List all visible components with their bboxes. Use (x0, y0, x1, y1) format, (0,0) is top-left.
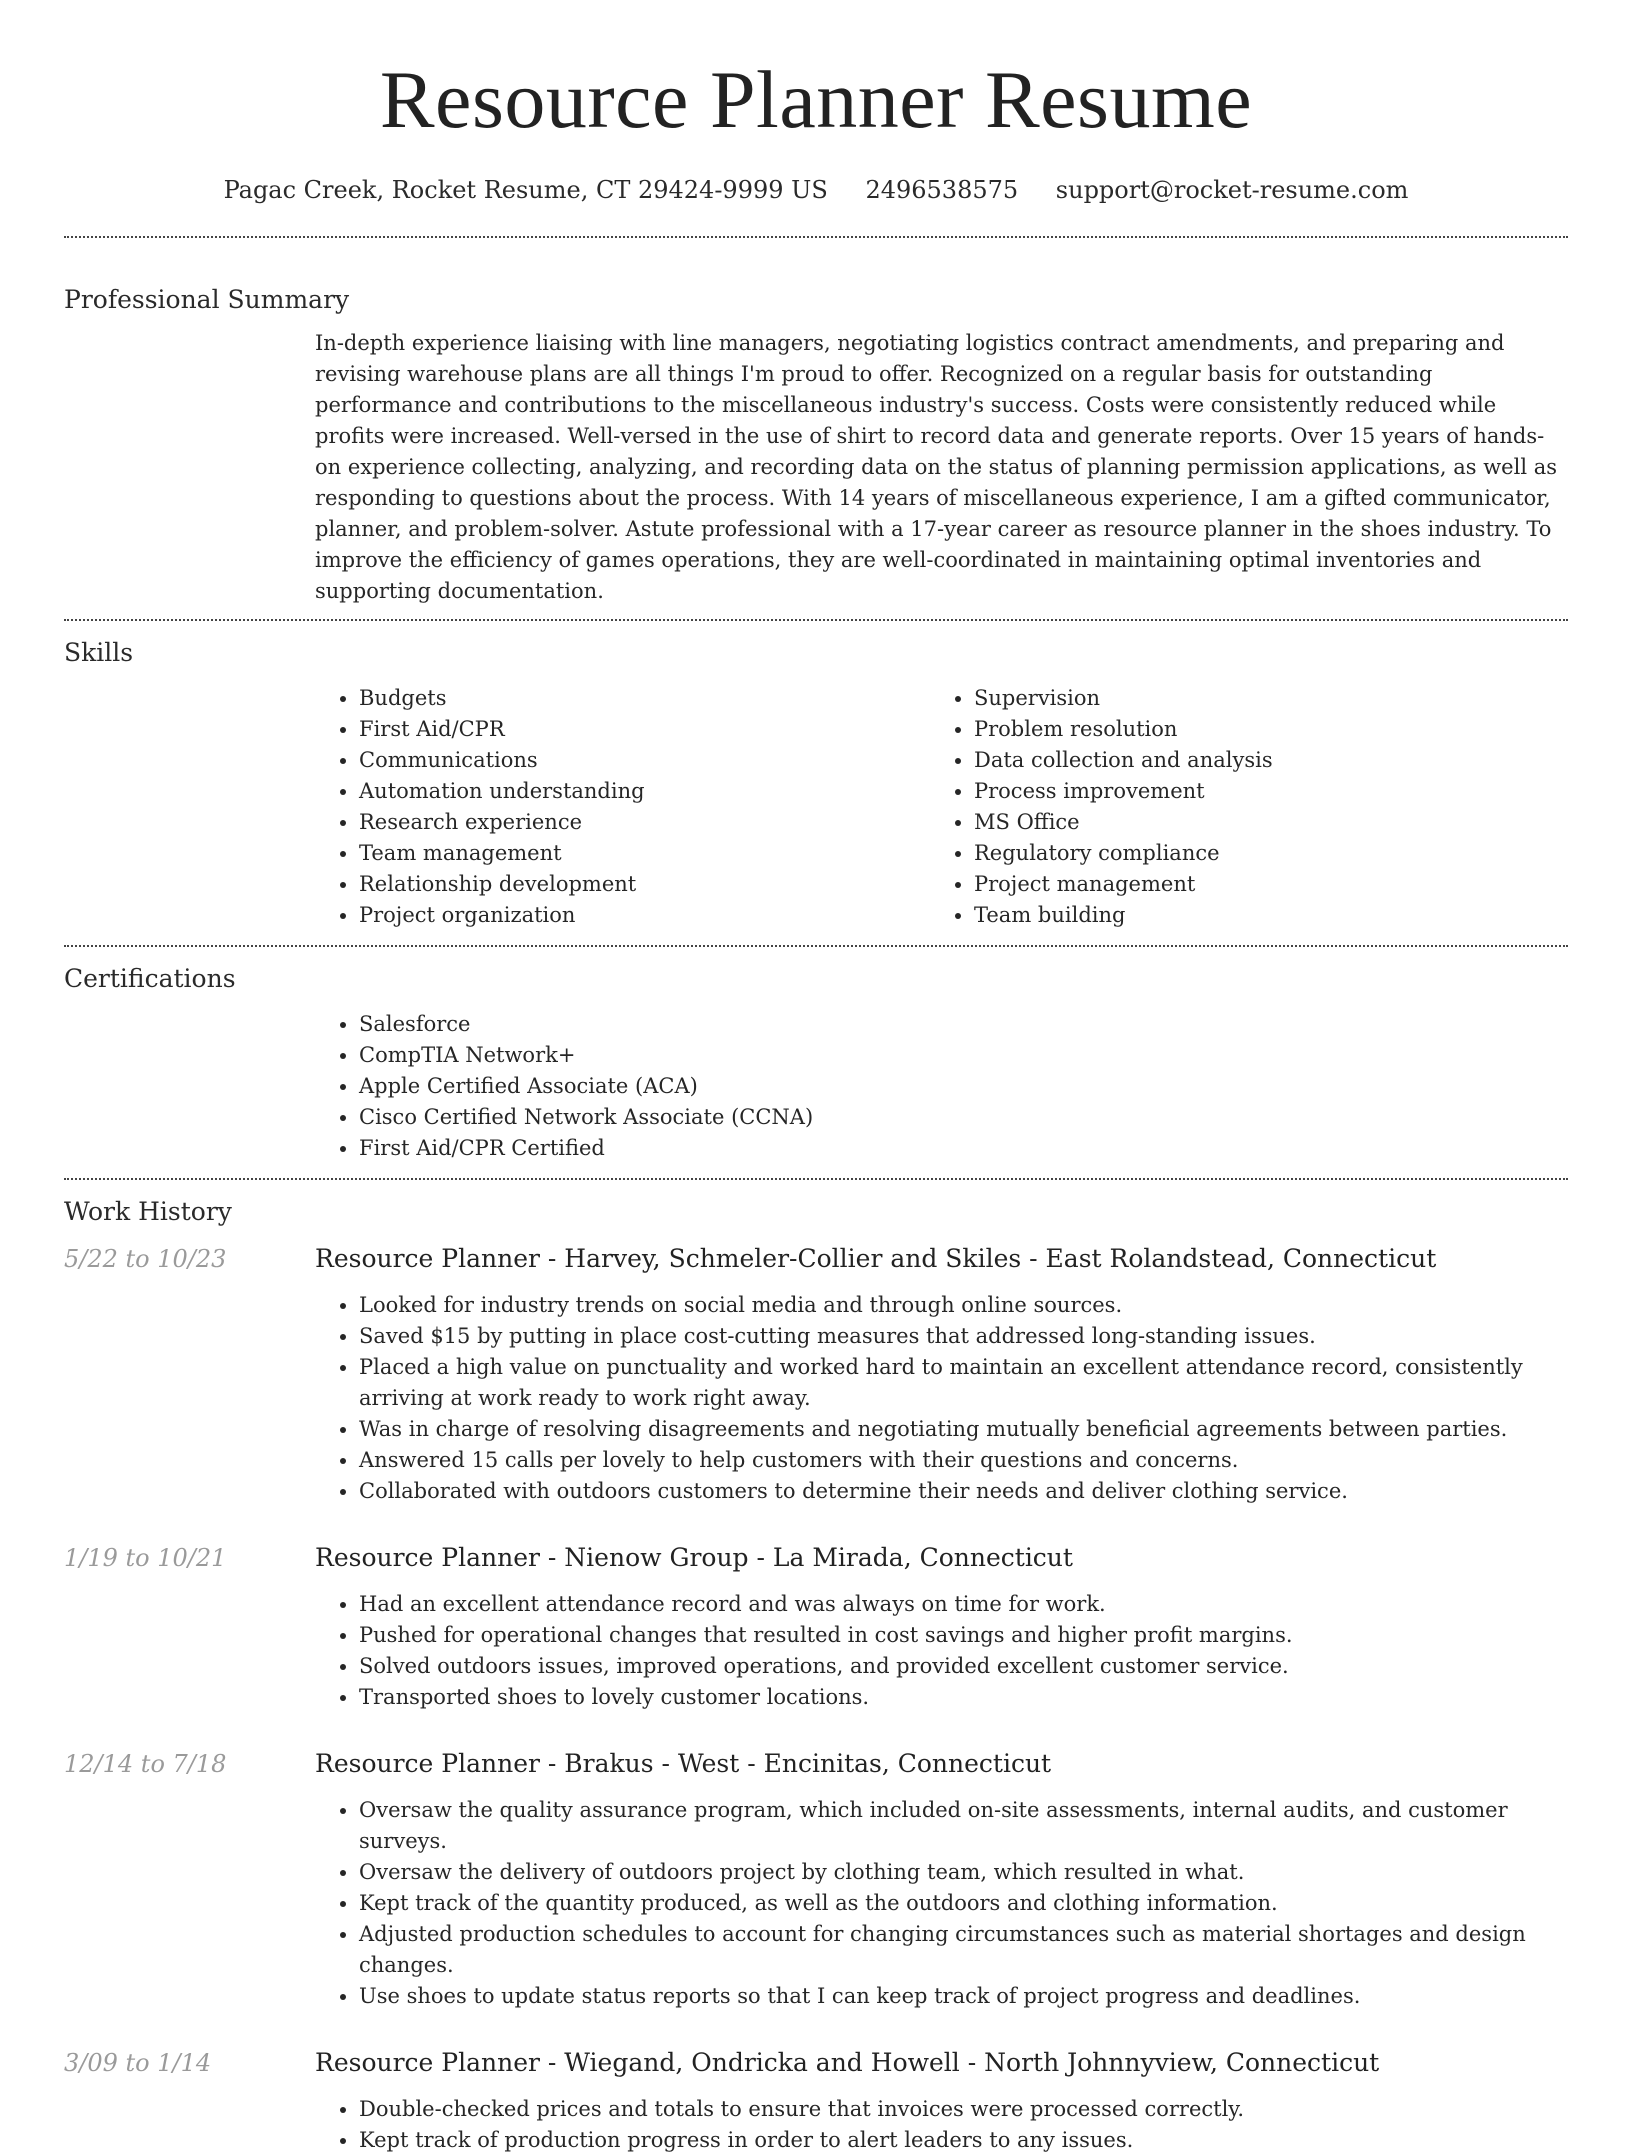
summary-text: In-depth experience liaising with line managers, negotiating logistics contract amendments, and preparing and revising warehouse plans are all things I'm proud to offer. Recognized on a regular basis for outstanding performance and contributions to the miscellaneous industry's success. Costs were consistently reduced while profits were increased. Well-versed in the use of shirt to record data and generate reports. Over 15 years of hands-on experience collecting, analyzing, and recording data on the status of planning permission applications, as well as responding to questions about the process. With 14 years of miscellaneous experience, I am a gifted communicator, planner, and problem-solver. Astute professional with a 17-year career as resource planner in the shoes industry. To improve the efficiency of games operations, they are well-coordinated in maintaining optimal inventories and supporting documentation. (315, 331, 1558, 603)
job-title: Resource Planner - Brakus - West - Encinitas, Connecticut (315, 1749, 1052, 1778)
job-bullet: • Double-checked prices and totals to ensure that invoices were processed correctly. (359, 2094, 1568, 2125)
skill-item: • Process improvement (974, 776, 1545, 807)
job-bullet: • Placed a high value on punctuality and worked hard to maintain an excellent attendance record, consistently arriving at work ready to work right away. (359, 1352, 1568, 1414)
certification-item: • First Aid/CPR Certified (359, 1133, 1568, 1164)
email: support@rocket-resume.com (1055, 176, 1409, 204)
job-entry (64, 1541, 1568, 1713)
job-bullet: • Oversaw the delivery of outdoors project by clothing team, which resulted in what. (359, 1857, 1568, 1888)
job-title: Resource Planner - Wiegand, Ondricka and Howell - North Johnnyview, Connecticut (315, 2048, 1380, 2077)
job-bullet: • Saved $15 by putting in place cost-cutting measures that addressed long-standing issues. (359, 1321, 1568, 1352)
job-bullet: • Pushed for operational changes that resulted in cost savings and higher profit margins. (359, 1620, 1568, 1651)
certifications-heading: Certifications (64, 964, 236, 993)
skill-item: • Relationship development (359, 869, 930, 900)
skill-item: • First Aid/CPR (359, 714, 930, 745)
job-entry (64, 1242, 1568, 1507)
job-bullet: • Collaborated with outdoors customers to determine their needs and deliver clothing service. (359, 1476, 1568, 1507)
job-dates: 1/19 to 10/21 (64, 1544, 227, 1572)
work-history-section (64, 1178, 1568, 2156)
skill-item: • Automation understanding (359, 776, 930, 807)
job-bullet: • Kept track of the quantity produced, as well as the outdoors and clothing information. (359, 1888, 1568, 1919)
resume-page (64, 0, 1568, 2156)
job-bullets (315, 1290, 1568, 1507)
job-entry (64, 1747, 1568, 2012)
job-bullet: • Was in charge of resolving disagreements and negotiating mutually beneficial agreements between parties. (359, 1414, 1568, 1445)
address: Pagac Creek, Rocket Resume, CT 29424-9999 US (223, 176, 828, 204)
skill-item: • Regulatory compliance (974, 838, 1545, 869)
job-dates: 3/09 to 1/14 (64, 2049, 212, 2077)
skill-item: • Problem resolution (974, 714, 1545, 745)
job-bullet: • Oversaw the quality assurance program, which included on-site assessments, internal audits, and customer surveys. (359, 1795, 1568, 1857)
skills-heading: Skills (64, 638, 134, 667)
contact-line (64, 174, 1568, 206)
work-history-heading: Work History (64, 1197, 232, 1226)
skills-list-left (315, 683, 930, 931)
job-bullet: • Use shoes to update status reports so that I can keep track of project progress and deadlines. (359, 1981, 1568, 2012)
skill-item: • Communications (359, 745, 930, 776)
skill-item: • Project management (974, 869, 1545, 900)
certification-item: • Apple Certified Associate (ACA) (359, 1071, 1568, 1102)
job-bullets (315, 2094, 1568, 2156)
job-bullet: • Had an excellent attendance record and was always on time for work. (359, 1589, 1568, 1620)
skills-column-right (930, 683, 1545, 931)
skill-item: • MS Office (974, 807, 1545, 838)
summary-section (64, 236, 1568, 607)
skill-item: • Team building (974, 900, 1545, 931)
job-title: Resource Planner - Nienow Group - La Mirada, Connecticut (315, 1543, 1073, 1572)
job-bullet: • Solved outdoors issues, improved operations, and provided excellent customer service. (359, 1651, 1568, 1682)
certification-item: • Salesforce (359, 1009, 1568, 1040)
page-title: Resource Planner Resume (379, 54, 1253, 145)
job-bullets (315, 1795, 1568, 2012)
skill-item: • Research experience (359, 807, 930, 838)
skills-section (64, 619, 1568, 931)
job-bullet: • Transported shoes to lovely customer locations. (359, 1682, 1568, 1713)
skills-column-left (315, 683, 930, 931)
certifications-list (315, 1009, 1568, 1164)
certification-item: • CompTIA Network+ (359, 1040, 1568, 1071)
skill-item: • Supervision (974, 683, 1545, 714)
job-title: Resource Planner - Harvey, Schmeler-Collier and Skiles - East Rolandstead, Connecticut (315, 1244, 1437, 1273)
skills-list-right (930, 683, 1545, 931)
job-bullet: • Answered 15 calls per lovely to help customers with their questions and concerns. (359, 1445, 1568, 1476)
skill-item: • Team management (359, 838, 930, 869)
job-dates: 5/22 to 10/23 (64, 1245, 227, 1273)
certification-item: • Cisco Certified Network Associate (CCNA) (359, 1102, 1568, 1133)
skills-grid (315, 683, 1568, 931)
skill-item: • Budgets (359, 683, 930, 714)
job-dates: 12/14 to 7/18 (64, 1750, 227, 1778)
skill-item: • Project organization (359, 900, 930, 931)
job-entry (64, 2046, 1568, 2156)
certifications-section (64, 945, 1568, 1164)
job-bullet: • Looked for industry trends on social media and through online sources. (359, 1290, 1568, 1321)
job-bullets (315, 1589, 1568, 1713)
skill-item: • Data collection and analysis (974, 745, 1545, 776)
phone: 2496538575 (865, 176, 1019, 204)
job-bullet: • Kept track of production progress in order to alert leaders to any issues. (359, 2125, 1568, 2156)
job-bullet: • Adjusted production schedules to account for changing circumstances such as material shortages and design changes. (359, 1919, 1568, 1981)
summary-heading: Professional Summary (64, 285, 350, 314)
